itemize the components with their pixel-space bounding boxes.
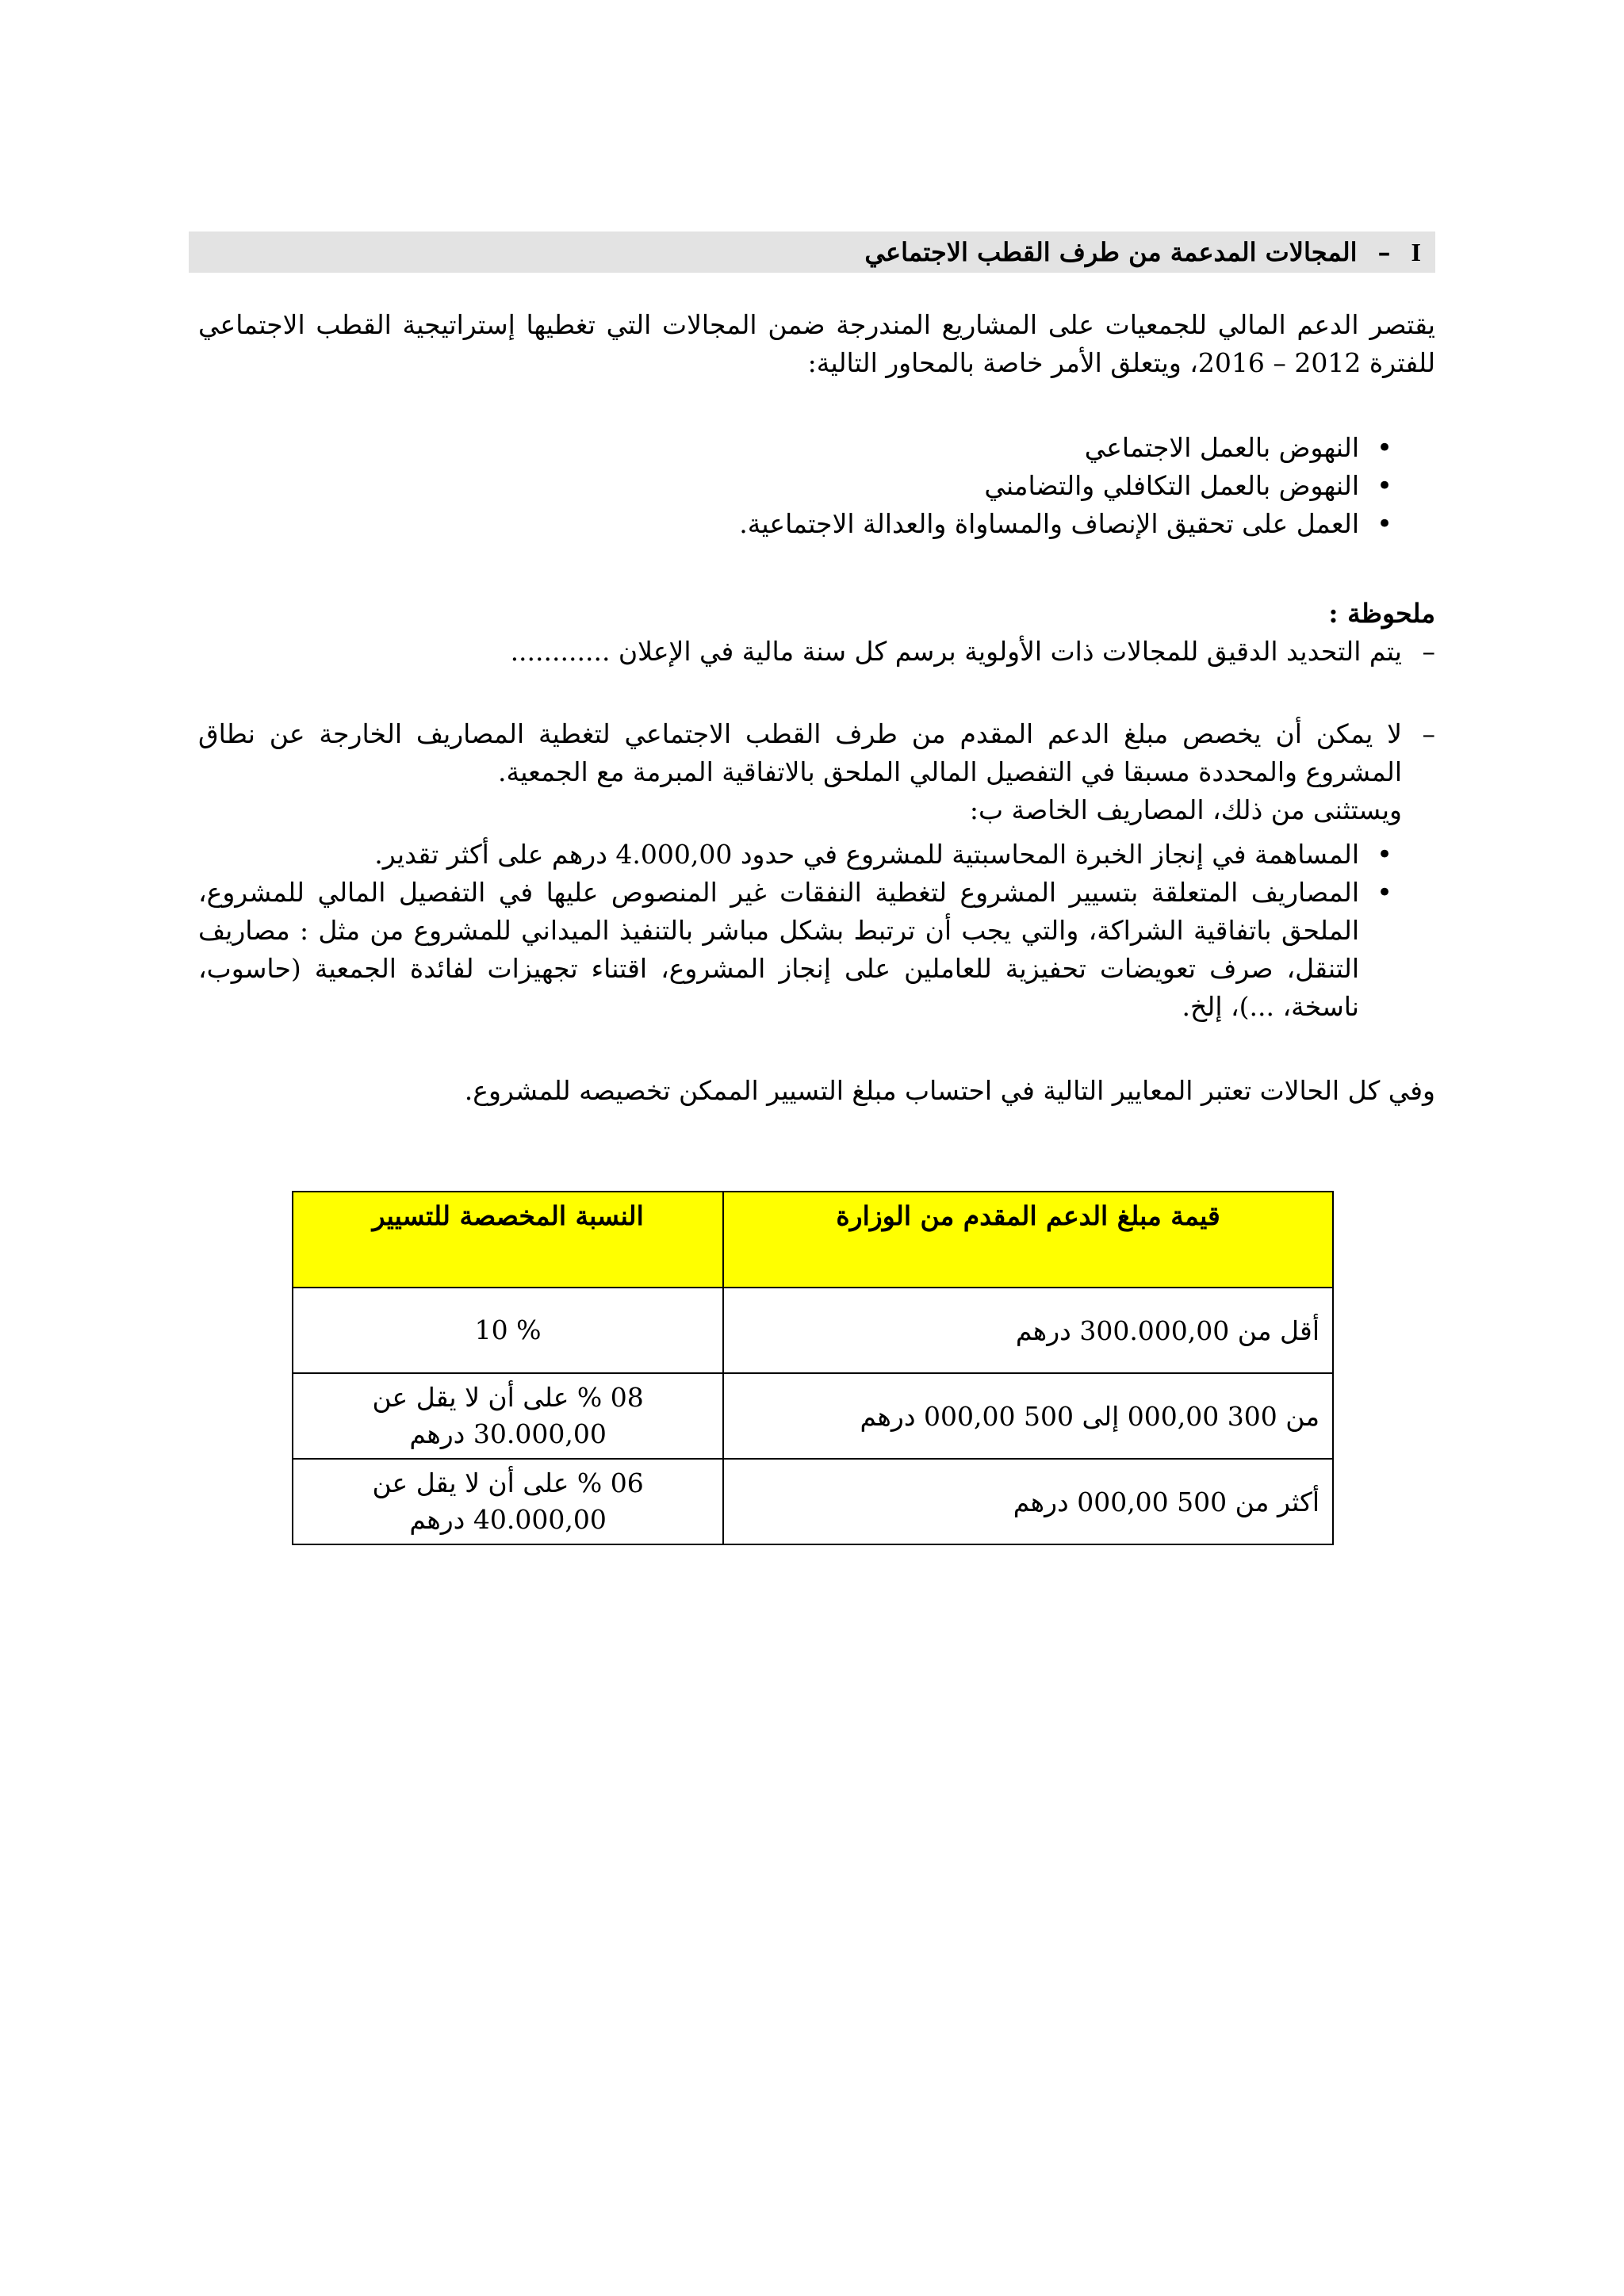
ratio-line: % 10 bbox=[474, 1314, 542, 1345]
list-item: • العمل على تحقيق الإنصاف والمساواة والعدالة الاجتماعية. bbox=[198, 505, 1392, 543]
amount-cell: أكثر من 500 000,00 درهم bbox=[723, 1459, 1333, 1544]
note-title: ملحوظة : bbox=[1328, 598, 1435, 629]
exceptions-intro: ويستثنى من ذلك، المصاريف الخاصة ب: bbox=[969, 794, 1402, 825]
intro-paragraph: يقتصر الدعم المالي للجمعيات على المشاريع المندرجة ضمن المجالات التي تغطيها إستراتيجية القطب الاجتماعي للفترة 2012 – 2016، ويتعلق الأمر خاصة بالمحاور التالية: bbox=[198, 309, 1435, 378]
dash-marker: – bbox=[1422, 718, 1435, 749]
axes-list bbox=[198, 429, 1392, 543]
section-title: المجالات المدعمة من طرف القطب الاجتماعي bbox=[864, 237, 1358, 267]
list-item: • المساهمة في إنجاز الخبرة المحاسبتية للمشروع في حدود 4.000,00 درهم على أكثر تقدير. bbox=[198, 836, 1392, 874]
amount-cell: من 300 000,00 إلى 500 000,00 درهم bbox=[723, 1373, 1333, 1459]
management-ratio-table bbox=[292, 1191, 1334, 1545]
ratio-cell bbox=[293, 1459, 723, 1544]
ratio-cell bbox=[293, 1373, 723, 1459]
section-dash: – bbox=[1377, 237, 1391, 267]
note-item bbox=[198, 633, 1435, 671]
note-item-text: لا يمكن أن يخصص مبلغ الدعم المقدم من طرف القطب الاجتماعي لتغطية المصاريف الخارجة عن نطاق المشروع والمحددة مسبقا في التفصيل المالي الملحق بالاتفاقية المبرمة مع الجمعية. bbox=[198, 718, 1402, 787]
ratio-line: 08 % على أن لا يقل عن bbox=[372, 1382, 644, 1413]
note-item bbox=[198, 715, 1435, 791]
list-item: • المصاريف المتعلقة بتسيير المشروع لتغطية النفقات غير المنصوص عليها في التفصيل المالي للمشروع، الملحق باتفاقية الشراكة، والتي يجب أن ترتبط بشكل مباشر بالتنفيذ الميداني للمشروع من مثل : مصاريف التنقل، صرف تعويضات تحفيزية للعاملين على إنجاز المشروع، اقتناء تجهيزات لفائدة الجمعية (حاسوب، ناسخة، ...)، إلخ. bbox=[198, 874, 1392, 1026]
section-number: I bbox=[1411, 238, 1421, 266]
list-item: • النهوض بالعمل التكافلي والتضامني bbox=[198, 467, 1392, 505]
note-section bbox=[198, 595, 1435, 671]
header-amount: قيمة مبلغ الدعم المقدم من الوزارة bbox=[723, 1192, 1333, 1288]
table-header-row bbox=[293, 1192, 1333, 1288]
section-heading bbox=[864, 232, 1435, 273]
amount-cell: أقل من 300.000,00 درهم bbox=[723, 1288, 1333, 1373]
ratio-cell bbox=[293, 1288, 723, 1373]
ratio-line: 40.000,00 درهم bbox=[409, 1504, 607, 1535]
table-row bbox=[293, 1288, 1333, 1373]
note-item-2 bbox=[198, 715, 1435, 829]
criteria-intro: وفي كل الحالات تعتبر المعايير التالية في احتساب مبلغ التسيير الممكن تخصيصه للمشروع. bbox=[464, 1075, 1435, 1106]
header-ratio: النسبة المخصصة للتسيير bbox=[293, 1192, 723, 1288]
ratio-line: 06 % على أن لا يقل عن bbox=[372, 1468, 644, 1498]
ratio-line: 30.000,00 درهم bbox=[409, 1418, 607, 1449]
note-item-text: يتم التحديد الدقيق للمجالات ذات الأولوية برسم كل سنة مالية في الإعلان ............ bbox=[510, 636, 1402, 667]
list-item: • النهوض بالعمل الاجتماعي bbox=[198, 429, 1392, 467]
exceptions-list bbox=[198, 836, 1392, 1026]
dash-marker: – bbox=[1422, 636, 1435, 667]
table-row bbox=[293, 1373, 1333, 1459]
table-row bbox=[293, 1459, 1333, 1544]
